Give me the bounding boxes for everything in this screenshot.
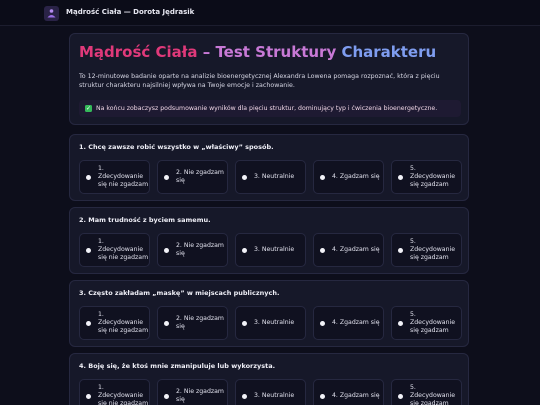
answer-option-2[interactable] (157, 379, 228, 405)
answer-option-label: 2. Nie zgadzam się (176, 242, 224, 257)
answer-option-label: 5. Zdecydowanie się zgadzam (410, 384, 456, 405)
answer-option-label: 4. Zgadzam się (332, 173, 380, 180)
answer-option-1[interactable] (79, 379, 150, 405)
radio-button[interactable] (164, 175, 169, 180)
answer-option-label: 1. Zdecydowanie się nie zgadzam (98, 238, 149, 261)
radio-button[interactable] (164, 394, 169, 399)
radio-button[interactable] (242, 175, 247, 180)
radio-button[interactable] (242, 321, 247, 326)
answer-option-2[interactable] (157, 306, 228, 340)
radio-button[interactable] (320, 248, 325, 253)
checkmark-icon: ✓ (85, 105, 92, 112)
answer-option-3[interactable] (235, 306, 306, 340)
answer-option-4[interactable] (313, 233, 384, 267)
answer-option-1[interactable] (79, 160, 150, 194)
answer-option-5[interactable] (391, 233, 462, 267)
radio-button[interactable] (86, 248, 91, 253)
answer-option-4[interactable] (313, 379, 384, 405)
intro-description: To 12-minutowe badanie oparte na analizie bioenergetycznej Alexandra Lowena pomaga rozpoznać, która z pięciu struktur charakteru najsilniej wpływa na Twoje emocje i zachowanie. (79, 73, 440, 89)
radio-button[interactable] (398, 175, 403, 180)
answer-option-label: 5. Zdecydowanie się zgadzam (410, 311, 456, 334)
intro-card (69, 33, 469, 125)
answer-option-3[interactable] (235, 160, 306, 194)
answer-option-label: 5. Zdecydowanie się zgadzam (410, 238, 456, 261)
question-card (69, 280, 469, 347)
answer-option-label: 4. Zgadzam się (332, 319, 380, 326)
answer-option-label: 2. Nie zgadzam się (176, 315, 224, 330)
notice-text: Na końcu zobaczysz podsumowanie wyników dla pięciu struktur, dominujący typ i ćwiczenia bioenergetyczne. (96, 105, 438, 112)
radio-button[interactable] (242, 248, 247, 253)
title-part-2: – Test Struktury (197, 43, 342, 61)
answer-option-1[interactable] (79, 233, 150, 267)
answer-option-4[interactable] (313, 306, 384, 340)
summary-notice (79, 100, 461, 117)
question-card (69, 353, 469, 405)
answer-option-label: 3. Neutralnie (254, 319, 295, 326)
radio-button[interactable] (320, 175, 325, 180)
answer-option-2[interactable] (157, 160, 228, 194)
question-card (69, 134, 469, 201)
answer-option-4[interactable] (313, 160, 384, 194)
answer-option-label: 2. Nie zgadzam się (176, 388, 224, 403)
radio-button[interactable] (164, 321, 169, 326)
answer-option-label: 1. Zdecydowanie się nie zgadzam (98, 311, 149, 334)
radio-button[interactable] (398, 321, 403, 326)
answer-option-label: 4. Zgadzam się (332, 246, 380, 253)
title-part-3: Charakteru (341, 43, 437, 61)
answer-option-5[interactable] (391, 160, 462, 194)
answer-options (79, 379, 462, 405)
radio-button[interactable] (86, 394, 91, 399)
radio-button[interactable] (398, 248, 403, 253)
question-card (69, 207, 469, 274)
answer-option-label: 1. Zdecydowanie się nie zgadzam (98, 165, 149, 188)
answer-option-label: 3. Neutralnie (254, 392, 295, 399)
radio-button[interactable] (86, 321, 91, 326)
answer-option-label: 2. Nie zgadzam się (176, 169, 224, 184)
app-title: Mądrość Ciała — Dorota Jędrasik (66, 8, 195, 16)
answer-options (79, 306, 462, 340)
answer-options (79, 233, 462, 267)
radio-button[interactable] (398, 394, 403, 399)
question-text: 1. Chcę zawsze robić wszystko w „właściwy” sposób. (79, 143, 274, 151)
radio-button[interactable] (320, 321, 325, 326)
radio-button[interactable] (86, 175, 91, 180)
question-text: 2. Mam trudność z byciem samemu. (79, 216, 211, 224)
title-part-1: Mądrość Ciała (79, 43, 198, 61)
question-text: 3. Często zakładam „maskę” w miejscach publicznych. (79, 289, 280, 297)
answer-option-3[interactable] (235, 379, 306, 405)
page-title (79, 43, 436, 61)
answer-option-label: 3. Neutralnie (254, 173, 295, 180)
answer-option-5[interactable] (391, 306, 462, 340)
answer-option-label: 4. Zgadzam się (332, 392, 380, 399)
question-text: 4. Boję się, że ktoś mnie zmanipuluje lub wykorzysta. (79, 362, 276, 370)
answer-option-3[interactable] (235, 233, 306, 267)
radio-button[interactable] (242, 394, 247, 399)
top-bar (0, 0, 540, 26)
answer-option-label: 1. Zdecydowanie się nie zgadzam (98, 384, 149, 405)
answer-option-label: 5. Zdecydowanie się zgadzam (410, 165, 456, 188)
answer-option-5[interactable] (391, 379, 462, 405)
radio-button[interactable] (164, 248, 169, 253)
answer-options (79, 160, 462, 194)
person-meditation-icon (44, 6, 59, 21)
answer-option-label: 3. Neutralnie (254, 246, 295, 253)
answer-option-2[interactable] (157, 233, 228, 267)
radio-button[interactable] (320, 394, 325, 399)
answer-option-1[interactable] (79, 306, 150, 340)
